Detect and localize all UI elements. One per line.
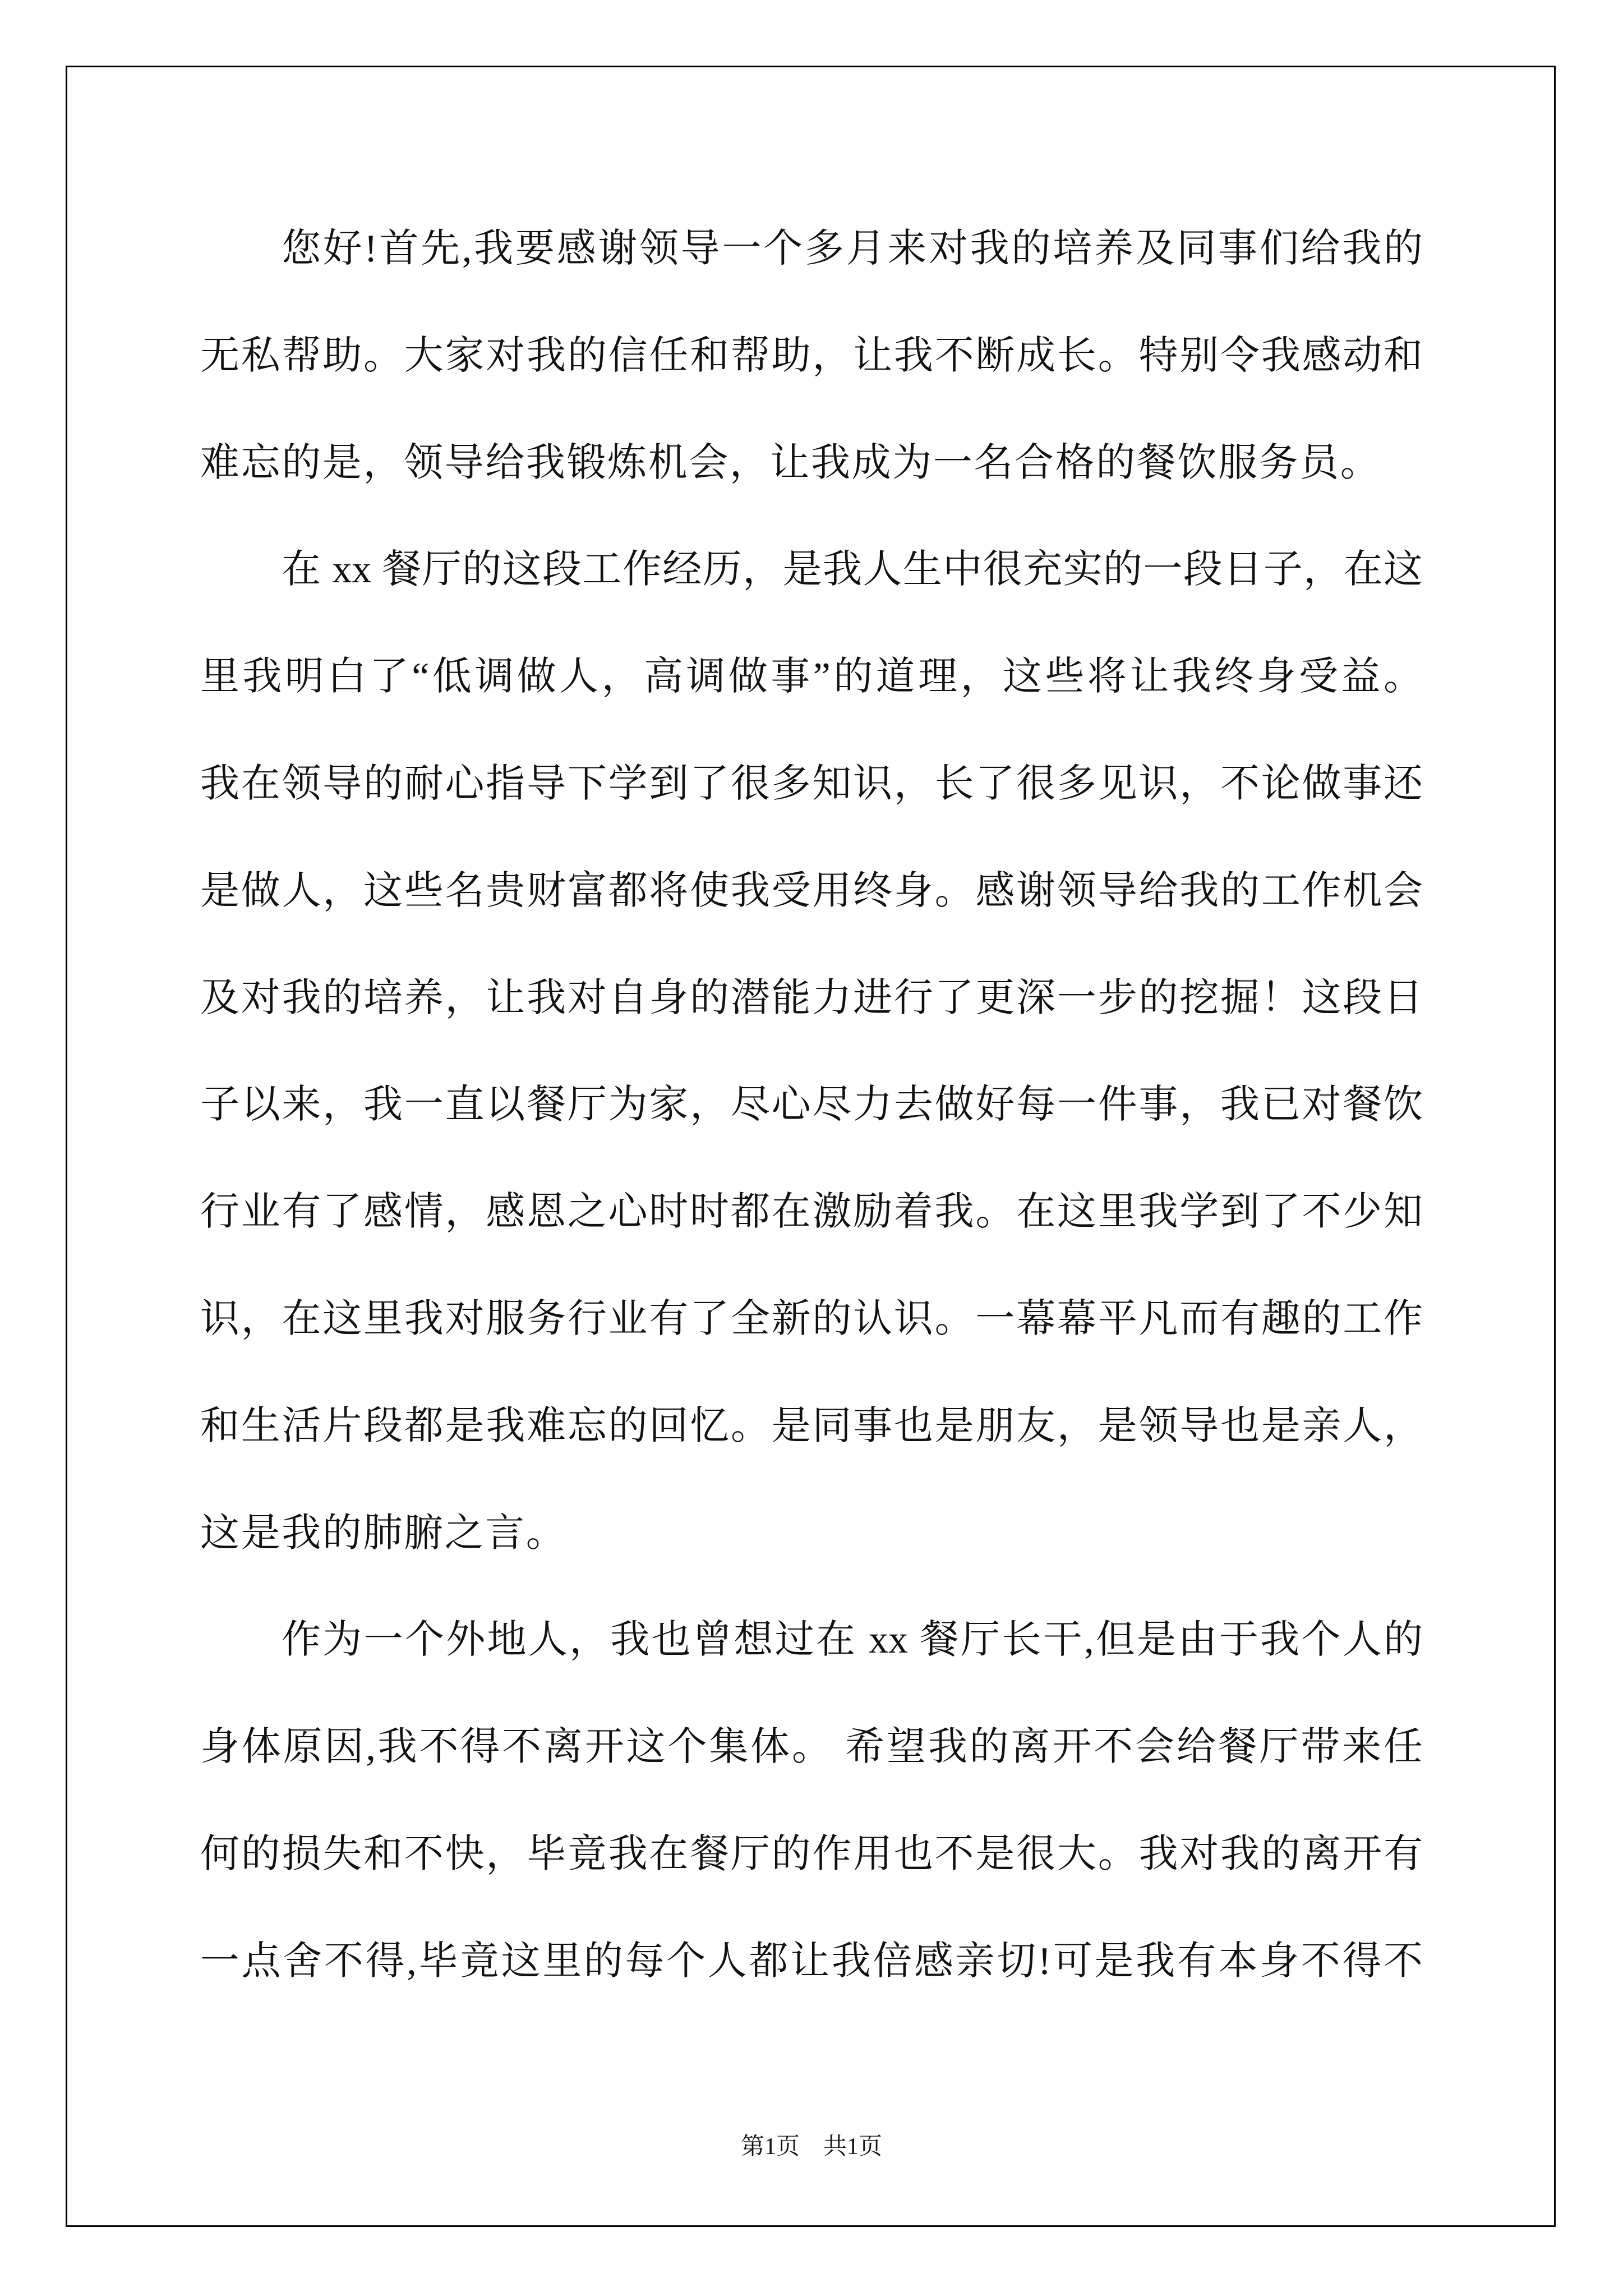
page-footer [0, 2132, 1623, 2162]
body-line: 一点舍不得,毕竟这里的每个人都让我倍感亲切!可是我有本身不得不 [200, 1939, 1423, 1983]
body-line: 里我明白了“低调做人，高调做事”的道理，这些将让我终身受益。 [200, 655, 1423, 699]
page-number: 第1页 共1页 [740, 2134, 882, 2160]
body-line: 难忘的是，领导给我锻炼机会，让我成为一名合格的餐饮服务员。 [200, 441, 1381, 485]
document-body [200, 196, 1423, 2016]
paragraph-experience [200, 517, 1423, 1587]
body-line: 行业有了感情，感恩之心时时都在激励着我。在这里我学到了不少知 [200, 1190, 1423, 1234]
body-line: 我在领导的耐心指导下学到了很多知识，长了很多见识，不论做事还 [200, 762, 1423, 806]
body-line: 子以来，我一直以餐厅为家，尽心尽力去做好每一件事，我已对餐饮 [200, 1083, 1423, 1127]
paragraph-greeting [200, 196, 1423, 517]
paragraph-reason [200, 1587, 1423, 2015]
body-line: 身体原因,我不得不离开这个集体。 希望我的离开不会给餐厅带来任 [200, 1726, 1423, 1769]
body-line: 这是我的肺腑之言。 [200, 1511, 567, 1555]
body-line: 及对我的培养，让我对自身的潜能力进行了更深一步的挖掘！这段日 [200, 976, 1423, 1020]
body-line: 是做人，这些名贵财富都将使我受用终身。感谢领导给我的工作机会 [200, 869, 1423, 913]
body-line: 在 xx 餐厅的这段工作经历，是我人生中很充实的一段日子，在这 [282, 548, 1423, 592]
body-line: 和生活片段都是我难忘的回忆。是同事也是朋友，是领导也是亲人， [200, 1404, 1423, 1448]
body-line: 无私帮助。大家对我的信任和帮助，让我不断成长。特别令我感动和 [200, 334, 1423, 378]
body-line: 何的损失和不快，毕竟我在餐厅的作用也不是很大。我对我的离开有 [200, 1832, 1423, 1876]
body-line: 识，在这里我对服务行业有了全新的认识。一幕幕平凡而有趣的工作 [200, 1297, 1423, 1341]
body-line: 作为一个外地人，我也曾想过在 xx 餐厅长干,但是由于我个人的 [282, 1618, 1423, 1662]
body-line: 您好!首先,我要感谢领导一个多月来对我的培养及同事们给我的 [282, 227, 1423, 270]
